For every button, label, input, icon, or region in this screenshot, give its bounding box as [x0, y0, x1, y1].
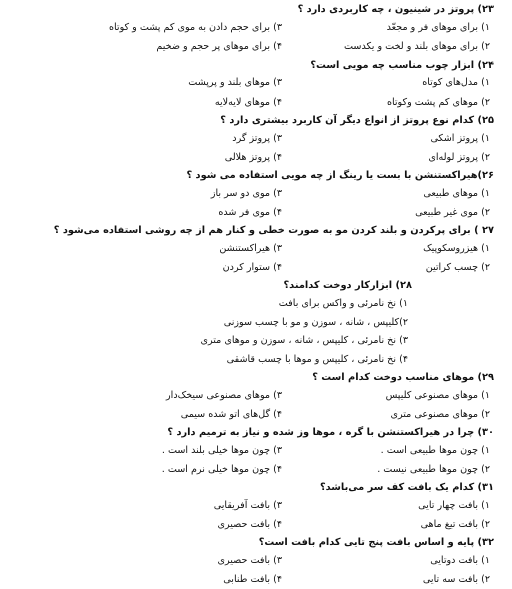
q27-option-2: ۲) چسب کراتین: [425, 262, 490, 273]
q26-option-1: ۱) موهای طبیعی: [423, 188, 490, 199]
question-31: ۳۱) کدام یک بافت کف سر می‌باشد؟: [319, 482, 494, 493]
q31-option-3: ۳) بافت آفریقایی: [213, 500, 282, 511]
q27-option-1: ۱) هیزروسکوپیک: [423, 243, 490, 254]
q24-option-3: ۳) موهای بلند و پرپشت: [188, 77, 282, 88]
q28-option-4: ۴) نخ نامرئی ، کلیپس و موها با چسب قاشقی: [226, 354, 408, 365]
q29-option-2: ۲) موهای مصنوعی متری: [390, 409, 490, 420]
q30-option-1: ۱) چون موها طبیعی است .: [380, 445, 490, 456]
q32-option-2: ۲) بافت سه تایی: [422, 574, 490, 585]
q31-option-4: ۴) بافت حصیری: [217, 519, 282, 530]
q28-option-2: ۲)کلیپس ، شانه ، سوزن و مو با چسب سوزنی: [223, 317, 408, 328]
q23-option-1: ۱) برای موهای فر و مجعّد: [386, 22, 490, 33]
q29-option-1: ۱) موهای مصنوعی کلیپس: [385, 390, 490, 401]
q24-option-1: ۱) مدل‌های کوتاه: [422, 77, 490, 88]
q28-option-3: ۳) نخ نامرئی ، کلیپس ، شانه ، سوزن و موهای متری: [200, 335, 408, 346]
q26-option-2: ۲) موی غیر طبیعی: [415, 207, 490, 218]
q30-option-4: ۴) چون موها خیلی نرم است .: [161, 464, 282, 475]
q30-option-2: ۲) چون موها طبیعی نیست .: [377, 464, 490, 475]
question-30: ۳۰) چرا در هیراکستنشن با گره ، موها وز شده و نیاز به ترمیم دارد ؟: [167, 427, 494, 438]
question-24: ۲۴) ابزار چوب مناسب چه مویی است؟: [310, 60, 494, 71]
q31-option-2: ۲) بافت تیغ ماهی: [420, 519, 490, 530]
question-32: ۳۲) پایه و اساس بافت پنج تایی کدام بافت است؟: [258, 537, 494, 548]
q26-option-4: ۴) موی فر شده: [218, 207, 282, 218]
q24-option-2: ۲) موهای کم پشت وکوتاه: [386, 97, 490, 108]
q25-option-2: ۲) پروتز لوله‌ای: [428, 152, 490, 163]
q27-option-4: ۴) ستوار کردن: [222, 262, 282, 273]
question-27: ۲۷ ) برای پرکردن و بلند کردن مو به صورت خطی و کنار هم از چه روشی استفاده می‌شود ؟: [53, 225, 494, 236]
q28-option-1: ۱) نخ نامرئی و واکس برای بافت: [278, 298, 408, 309]
question-26: ۲۶)هیراکستنشن با بست یا رینگ از چه مویی استفاده می شود ؟: [186, 170, 494, 181]
q29-option-4: ۴) گل‌های اتو شده سیمی: [180, 409, 282, 420]
question-29: ۲۹) موهای مناسب دوخت کدام است ؟: [312, 372, 494, 383]
q23-option-4: ۴) برای موهای پر حجم و ضخیم: [156, 41, 282, 52]
q27-option-3: ۳) هیراکستنشن: [219, 243, 282, 254]
q31-option-1: ۱) بافت چهار تایی: [418, 500, 490, 511]
q25-option-1: ۱) پروتز اشکی: [430, 133, 490, 144]
q32-option-4: ۴) بافت طنابی: [223, 574, 282, 585]
q24-option-4: ۴) موهای لایه‌لایه: [214, 97, 282, 108]
q26-option-3: ۳) موی دو سر باز: [210, 188, 282, 199]
q30-option-3: ۳) چون موها خیلی بلند است .: [161, 445, 282, 456]
question-28: ۲۸) ابزارکار دوخت کدامند؟: [283, 280, 412, 291]
q29-option-3: ۳) موهای مصنوعی سیخک‌دار: [166, 390, 282, 401]
q25-option-3: ۳) پروتز گرد: [232, 133, 282, 144]
q23-option-3: ۳) برای حجم دادن به موی کم پشت و کوتاه: [108, 22, 282, 33]
q23-option-2: ۲) برای موهای بلند و لخت و یکدست: [343, 41, 490, 52]
question-23: ۲۳) پروتز در شینیون ، چه کاربردی دارد ؟: [297, 4, 494, 15]
question-25: ۲۵) کدام نوع پروتز از انواع دیگر آن کاربرد بیشتری دارد ؟: [220, 115, 494, 126]
q32-option-1: ۱) بافت دوتایی: [430, 555, 490, 566]
q32-option-3: ۳) بافت حصیری: [217, 555, 282, 566]
q25-option-4: ۴) پروتز هلالی: [224, 152, 282, 163]
